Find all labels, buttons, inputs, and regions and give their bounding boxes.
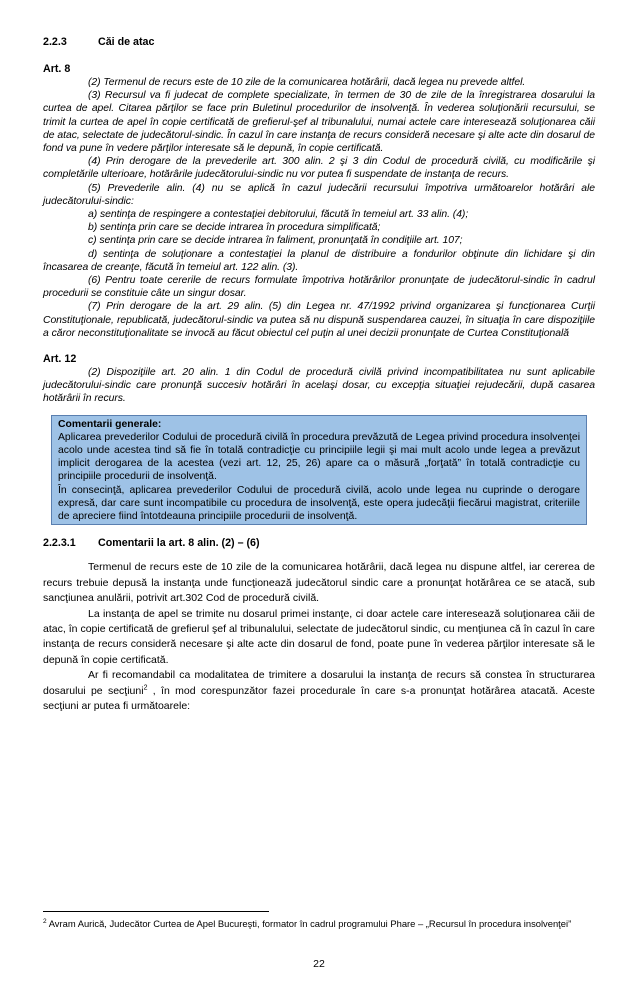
- section-heading-2-2-3: [43, 36, 595, 49]
- art-12-heading: Art. 12: [43, 353, 77, 366]
- footnote-reference[interactable]: 2: [143, 684, 148, 692]
- art-8-para-6: (6) Pentru toate cererile de recurs formulate împotriva hotărârilor pronunţate de judecătorul-sindic în cadrul procedurii se constituie câte un singur dosar.: [43, 275, 595, 300]
- art-8-para-3: (3) Recursul va fi judecat de complete specializate, în termen de 30 de zile de la înregistrarea dosarului la curtea de apel. Citarea părţilor se face prin Buletinul procedurilor de insolvenţă. În vederea soluţionării recursului, se trimit la curtea de apel în copie certificată de grefierul-şef al tribunalului, numai actele care interesează soluţionarea căii de atac, selectate de judecătorul-sindic. În cazul în care instanţa de recurs consideră necesare şi alte acte din dosarul de fond va pune în vedere părţilor interesate să le depună, în copie certificată.: [43, 90, 595, 155]
- commentary-box: [51, 415, 587, 526]
- body-paragraph-2: La instanţa de apel se trimite nu dosarul primei instanţe, ci doar actele care interesează soluţionarea căii de atac, în copie certificată de grefierul şef al tribunalului, selectate de judecătorul sindic, cu menţiunea că în cazul în care instanţa de recurs consideră necesare şi alte acte din dosarul de fond, poate pune în vederea părţilor interesate să le depună în copie certificată.: [43, 607, 595, 666]
- commentary-paragraph-1: Aplicarea prevederilor Codului de procedură civilă în procedura prevăzută de Legea privind procedura insolvenţei acolo unde acestea tind să fie în totală contradicţie cu principiile legii şi mai mult acolo unde legea a prevăzut implicit derogarea de la acestea (vezi art. 12, 25, 26) apare ca o măsură „forţată” în totală contradicţie cu principiile procedurii de insolvenţă.: [58, 431, 580, 483]
- section-heading-2-2-3-1: [43, 537, 595, 550]
- art-8-para-7: (7) Prin derogare de la art. 29 alin. (5) din Legea nr. 47/1992 privind organizarea şi funcţionarea Curţii Constituţionale, republicată, judecătorul-sindic va putea să nu dispună suspendarea cauzei, în situaţia în care dispoziţiile a căror neconstituţionalitate se invocă au făcut obiectul cel puţin al unei decizii pronunţate de Curtea Constituţională: [43, 301, 595, 339]
- body-paragraph-1: Termenul de recurs este de 10 zile de la comunicarea hotărârii, dacă legea nu dispune altfel, iar cererea de recurs trebuie depusă la instanţa unde funcţionează judecătorul sindic care a pronunţat hotărârea ce se atacă, sub sancţiunea anulării, potrivit art.302 Cod de procedură civilă.: [43, 561, 595, 605]
- art-8-item-b: b) sentinţa prin care se decide intrarea în procedura simplificată;: [88, 222, 381, 234]
- body-paragraph-3-text: Ar fi recomandabil ca modalitatea de trimitere a dosarului la instanţa de recurs să constea în structurarea dosarului pe secţiuni: [43, 669, 595, 697]
- section-title: Căi de atac: [98, 36, 155, 48]
- section-title: Comentarii la art. 8 alin. (2) – (6): [98, 537, 260, 550]
- commentary-heading: Comentarii generale:: [58, 418, 162, 430]
- page-content: [43, 36, 595, 714]
- footnote: [43, 918, 595, 930]
- art-8-item-d: d) sentinţa de soluţionare a contestaţiei la planul de distribuire a fondurilor obţinute din lichidare şi din încasarea de creanţe, făcută în temeiul art. 122 alin. (3).: [43, 248, 595, 273]
- art-12-para-2: (2) Dispoziţiile art. 20 alin. 1 din Codul de procedură civilă privind incompatibilitatea nu sunt aplicabile judecătorului-sindic care pronunţă succesiv hotărâri în acelaşi dosar, cu excepţia situaţiei rejudecării, după casarea hotărârii în recurs.: [43, 367, 595, 405]
- section-number: 2.2.3.1: [43, 537, 76, 550]
- page-number: 22: [313, 958, 325, 970]
- section-number: 2.2.3: [43, 36, 67, 48]
- art-8-para-2: (2) Termenul de recurs este de 10 zile de la comunicarea hotărârii, dacă legea nu prevede altfel.: [88, 77, 526, 88]
- commentary-paragraph-2: În consecinţă, aplicarea prevederilor Codului de procedură civilă, acolo unde legea nu cuprinde o derogare expresă, dar care sunt incompatibile cu procedura de insolvenţă, este opera judecăţii fiecărui magistrat, criteriile de apreciere fiind întotdeauna principiile procedurii de insolvenţă.: [58, 484, 580, 523]
- art-8-para-4: (4) Prin derogare de la prevederile art. 300 alin. 2 şi 3 din Codul de procedură civilă, cu modificările şi completările ulterioare, hotărârile judecătorului-sindic nu vor putea fi suspendate de instanţa de recurs.: [43, 156, 595, 181]
- body-paragraph-3: [43, 668, 595, 714]
- art-8-item-c: c) sentinţa prin care se decide intrarea în faliment, pronunţată în condiţiile art. 107;: [88, 235, 463, 247]
- footnote-separator: [43, 911, 269, 912]
- art-8-heading: Art. 8: [43, 63, 71, 75]
- footnote-number: 2: [43, 917, 47, 925]
- body-paragraph-3-text-cont: , în mod corespunzător fazei procedurale în care s-a pronunţat hotărârea atacată. Aceste secţiuni ar putea fi următoarele:: [43, 684, 595, 712]
- art-8-para-5: (5) Prevederile alin. (4) nu se aplică în cazul judecării recursului împotriva următoarelor hotărâri ale judecătorului-sindic:: [43, 182, 595, 207]
- art-8-item-a: a) sentinţa de respingere a contestaţiei debitorului, făcută în temeiul art. 33 alin. (4);: [88, 209, 469, 221]
- footnote-text: Avram Aurică, Judecător Curtea de Apel Bucureşti, formator în cadrul programului Phare – „Recursul în procedura insolvenţei”: [46, 918, 572, 929]
